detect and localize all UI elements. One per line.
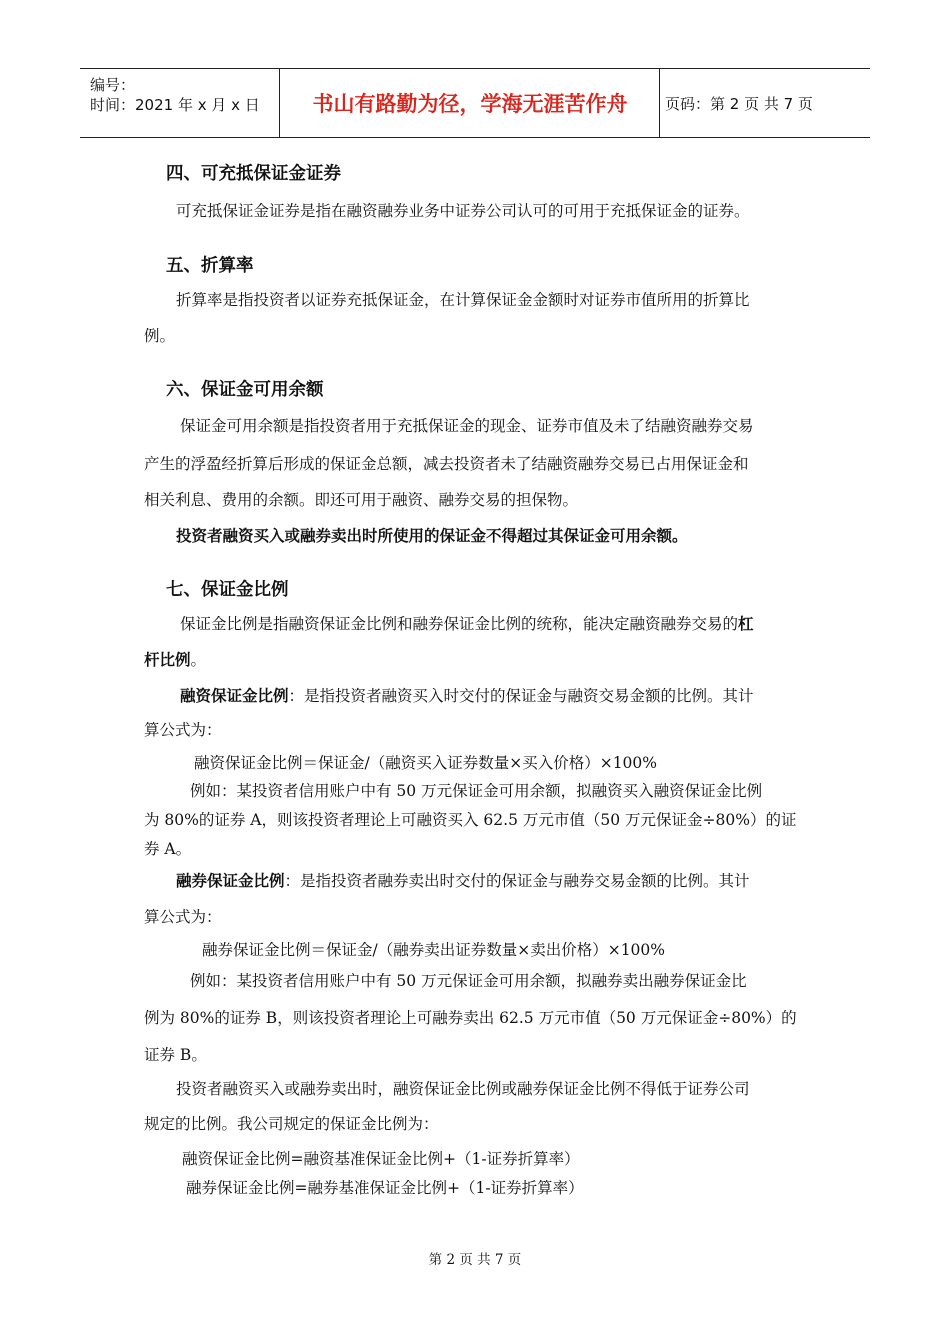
header-motto: 书山有路勤为径，学海无涯苦作舟 (281, 69, 660, 137)
paragraph-line: 例如：某投资者信用账户中有 50 万元保证金可用余额，拟融资买入融资保证金比例 (190, 782, 763, 800)
section-heading: 四、可充抵保证金证券 (166, 164, 341, 184)
paragraph-line (180, 684, 754, 706)
formula: 融券保证金比例=融券基准保证金比例+（1-证券折算率） (186, 1179, 584, 1197)
term-label: 融资保证金比例 (180, 687, 289, 705)
paragraph-line (176, 869, 750, 891)
paragraph-line: 券 A。 (144, 840, 192, 858)
paragraph-line: 产生的浮盈经折算后形成的保证金总额，减去投资者未了结融资融券交易已占用保证金和 (144, 455, 749, 473)
paragraph-line: 证券 B。 (144, 1046, 207, 1064)
paragraph-line: 例。 (144, 327, 176, 345)
paragraph-line (144, 648, 206, 670)
header-meta (80, 69, 280, 137)
paragraph-line: 算公式为： (144, 721, 222, 739)
text-run: ：是指投资者融券卖出时交付的保证金与融券交易金额的比例。其计 (284, 872, 750, 890)
number-label: 编号： (90, 76, 136, 94)
formula: 融券保证金比例＝保证金/（融券卖出证券数量×卖出价格）×100% (202, 941, 666, 959)
paragraph-line (180, 612, 754, 634)
page-footer: 第 2 页 共 7 页 (428, 1252, 522, 1268)
paragraph-line: 投资者融资买入或融券卖出时，融资保证金比例或融券保证金比例不得低于证券公司 (176, 1080, 750, 1098)
text-run: 保证金比例是指融资保证金比例和融券保证金比例的统称，能决定融资融券交易的 (180, 615, 739, 633)
formula: 融资保证金比例＝保证金/（融资买入证券数量×买入价格）×100% (194, 754, 658, 772)
paragraph-line: 折算率是指投资者以证券充抵保证金，在计算保证金金额时对证券市值所用的折算比 (176, 291, 750, 309)
paragraph-line: 可充抵保证金证券是指在融资融券业务中证券公司认可的可用于充抵保证金的证券。 (176, 202, 750, 220)
paragraph-line: 相关利息、费用的余额。即还可用于融资、融券交易的担保物。 (144, 491, 579, 509)
bold-term: 杠 (738, 615, 754, 633)
bold-term: 杆比例 (144, 651, 191, 669)
section-heading: 七、保证金比例 (166, 580, 289, 600)
formula: 融资保证金比例=融资基准保证金比例+（1-证券折算率） (182, 1150, 580, 1168)
text-run: ：是指投资者融资买入时交付的保证金与融资交易金额的比例。其计 (288, 687, 754, 705)
bold-paragraph: 投资者融资买入或融券卖出时所使用的保证金不得超过其保证金可用余额。 (176, 527, 688, 545)
paragraph-line: 算公式为： (144, 908, 222, 926)
header-page-label: 页码：第 2 页 共 7 页 (665, 94, 813, 113)
paragraph-line: 保证金可用余额是指投资者用于充抵保证金的现金、证券市值及未了结融资融券交易 (180, 417, 754, 435)
paragraph-line: 例为 80%的证券 B，则该投资者理论上可融券卖出 62.5 万元市值（50 万元保证金÷80%）的 (144, 1009, 797, 1027)
time-label: 时间：2021 年 x 月 x 日 (90, 96, 260, 114)
section-heading: 六、保证金可用余额 (166, 380, 324, 400)
paragraph-line: 例如：某投资者信用账户中有 50 万元保证金可用余额，拟融券卖出融券保证金比 (190, 972, 747, 990)
paragraph-line: 规定的比例。我公司规定的保证金比例为： (144, 1115, 439, 1133)
page-header (80, 68, 870, 138)
text-run: 。 (190, 651, 207, 669)
paragraph-line: 为 80%的证券 A，则该投资者理论上可融资买入 62.5 万元市值（50 万元保证金÷80%）的证 (144, 811, 797, 829)
term-label: 融券保证金比例 (176, 872, 285, 890)
section-heading: 五、折算率 (166, 256, 254, 276)
